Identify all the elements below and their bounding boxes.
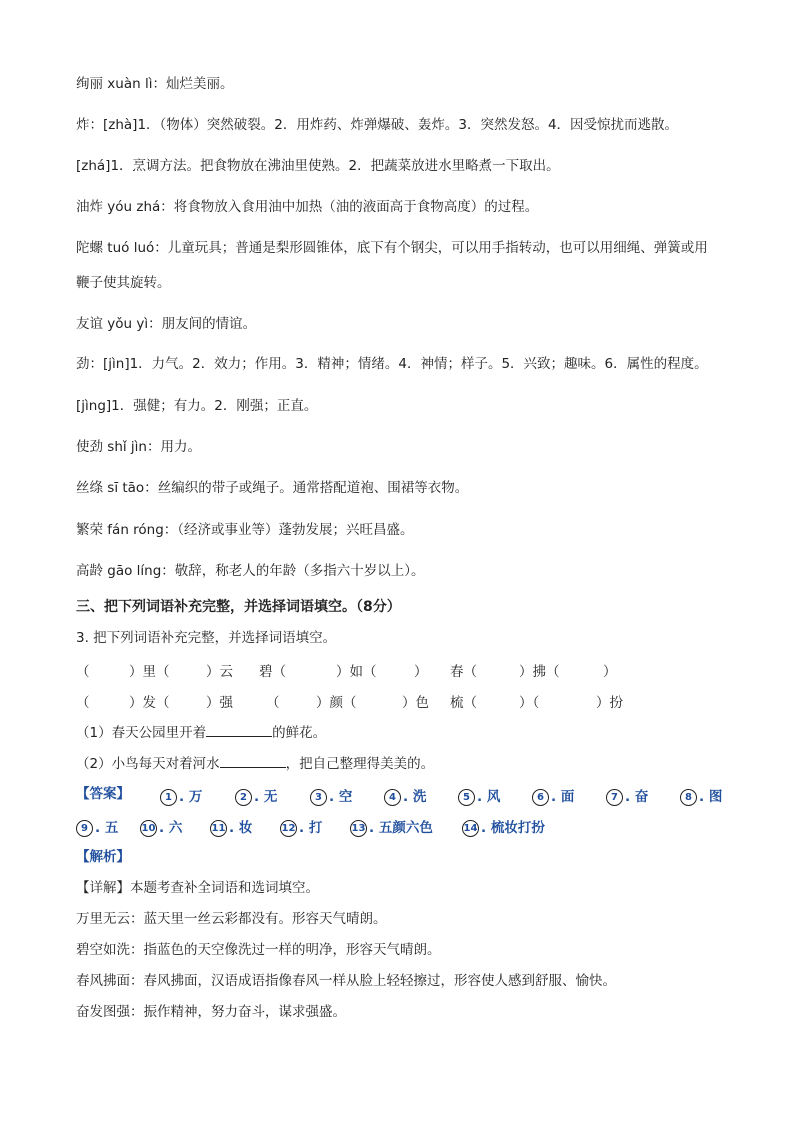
row1-part: （ xyxy=(76,664,90,680)
row2-part: 梳（ xyxy=(450,695,477,711)
row2-part: ）强 xyxy=(206,695,233,711)
answer-label: 【答案】 xyxy=(76,786,130,802)
fill1-pre: （1）春天公园里开着 xyxy=(76,725,207,741)
definition-line: [jìng]1．强健；有力。2．刚强；正直。 xyxy=(76,398,318,414)
answer-item: 6 . 面 xyxy=(532,785,574,806)
definition-line: 繁荣 fán róng：（经济或事业等）蓬勃发展；兴旺昌盛。 xyxy=(76,522,414,538)
answer-item: 8 . 图 xyxy=(680,785,722,806)
answer-item: 7 . 奋 xyxy=(606,785,648,806)
answer-item: 5 . 风 xyxy=(458,785,500,806)
answer-item: 1 . 万 xyxy=(160,785,202,806)
detail-text: 【详解】本题考查补全词语和选词填空。 xyxy=(76,880,319,896)
row1-part: ）如（ xyxy=(336,664,377,680)
answer-item: 11 . 妆 xyxy=(211,820,253,836)
row1-part: ） xyxy=(414,664,428,680)
row2-part: ）颜（ xyxy=(316,695,357,711)
fill-sentence-1 xyxy=(76,723,326,742)
row1-part: ）里（ xyxy=(129,664,170,680)
analysis-label: 【解析】 xyxy=(76,849,130,865)
row2-part: ）色 xyxy=(402,695,429,711)
section-title: 三、把下列词语补充完整，并选择词语填空。（8分） xyxy=(76,599,401,615)
row1-part: ） xyxy=(603,664,617,680)
row1-part: 碧（ xyxy=(259,664,286,680)
row2-part: ）扮 xyxy=(596,695,623,711)
answer-item: 10 . 六 xyxy=(141,820,183,836)
definition-line: [zhá]1．烹调方法。把食物放在沸油里使熟。2．把蔬菜放进水里略煮一下取出。 xyxy=(76,158,560,174)
definition-line: 陀螺 tuó luó：儿童玩具；普通是梨形圆锥体，底下有个钢尖，可以用手指转动，也可以用细绳、弹簧或用 xyxy=(76,240,708,256)
row2-part: ）（ xyxy=(519,695,540,711)
explanation-line: 万里无云：蓝天里一丝云彩都没有。形容天气晴朗。 xyxy=(76,911,387,927)
fill1-blank[interactable] xyxy=(206,723,272,737)
answer-item: 3 . 空 xyxy=(310,785,352,806)
fill1-post: 的鲜花。 xyxy=(272,725,327,741)
fill2-blank[interactable] xyxy=(220,754,286,768)
row1-part: 春（ xyxy=(450,664,477,680)
definition-line: 丝绦 sī tāo：丝编织的带子或绳子。通常搭配道袍、围裙等衣物。 xyxy=(76,480,469,496)
definition-line: 鞭子使其旋转。 xyxy=(76,275,171,291)
question-text: 3. 把下列词语补充完整，并选择词语填空。 xyxy=(76,630,337,646)
answer-item: 14 . 梳妆打扮 xyxy=(463,820,545,836)
definition-line: 高龄 gāo líng：敬辞，称老人的年龄（多指六十岁以上）。 xyxy=(76,563,425,579)
row2-part: ）发（ xyxy=(129,695,170,711)
answer-item: 12 . 打 xyxy=(281,820,323,836)
explanation-line: 奋发图强：振作精神，努力奋斗，谋求强盛。 xyxy=(76,1004,346,1020)
definition-line: 劲：[jìn]1．力气。2．效力；作用。3．精神；情绪。4．神情；样子。5．兴致；趣味。6．属性的程度。 xyxy=(76,356,708,372)
explanation-line: 碧空如洗：指蓝色的天空像洗过一样的明净，形容天气晴朗。 xyxy=(76,942,441,958)
row1-part: ）云 xyxy=(206,664,233,680)
fill2-post: ，把自己整理得美美的。 xyxy=(285,756,435,772)
answer-item: 9 . 五 xyxy=(76,816,118,837)
fill2-pre: （2）小鸟每天对着河水 xyxy=(76,756,220,772)
row1-part: ）拂（ xyxy=(519,664,560,680)
row2-part: （ xyxy=(76,695,90,711)
explanation-line: 春风拂面：春风拂面，汉语成语指像春风一样从脸上轻轻擦过，形容使人感到舒服、愉快。 xyxy=(76,973,616,989)
definition-line: 炸：[zhà]1．（物体）突然破裂。2．用炸药、炸弹爆破、轰炸。3．突然发怒。4．因受惊扰而逃散。 xyxy=(76,117,679,133)
answer-item: 4 . 洗 xyxy=(384,785,426,806)
answer-item: 2 . 无 xyxy=(235,785,277,806)
definition-line: 友谊 yǒu yì：朋友间的情谊。 xyxy=(76,316,257,332)
fill-sentence-2 xyxy=(76,754,434,773)
definition-line: 油炸 yóu zhá：将食物放入食用油中加热（油的液面高于食物高度）的过程。 xyxy=(76,199,539,215)
row2-part: （ xyxy=(266,695,280,711)
answer-item: 13 . 五颜六色 xyxy=(351,820,433,836)
definition-line: 绚丽 xuàn lì：灿烂美丽。 xyxy=(76,76,234,92)
definition-line: 使劲 shǐ jìn：用力。 xyxy=(76,439,201,455)
